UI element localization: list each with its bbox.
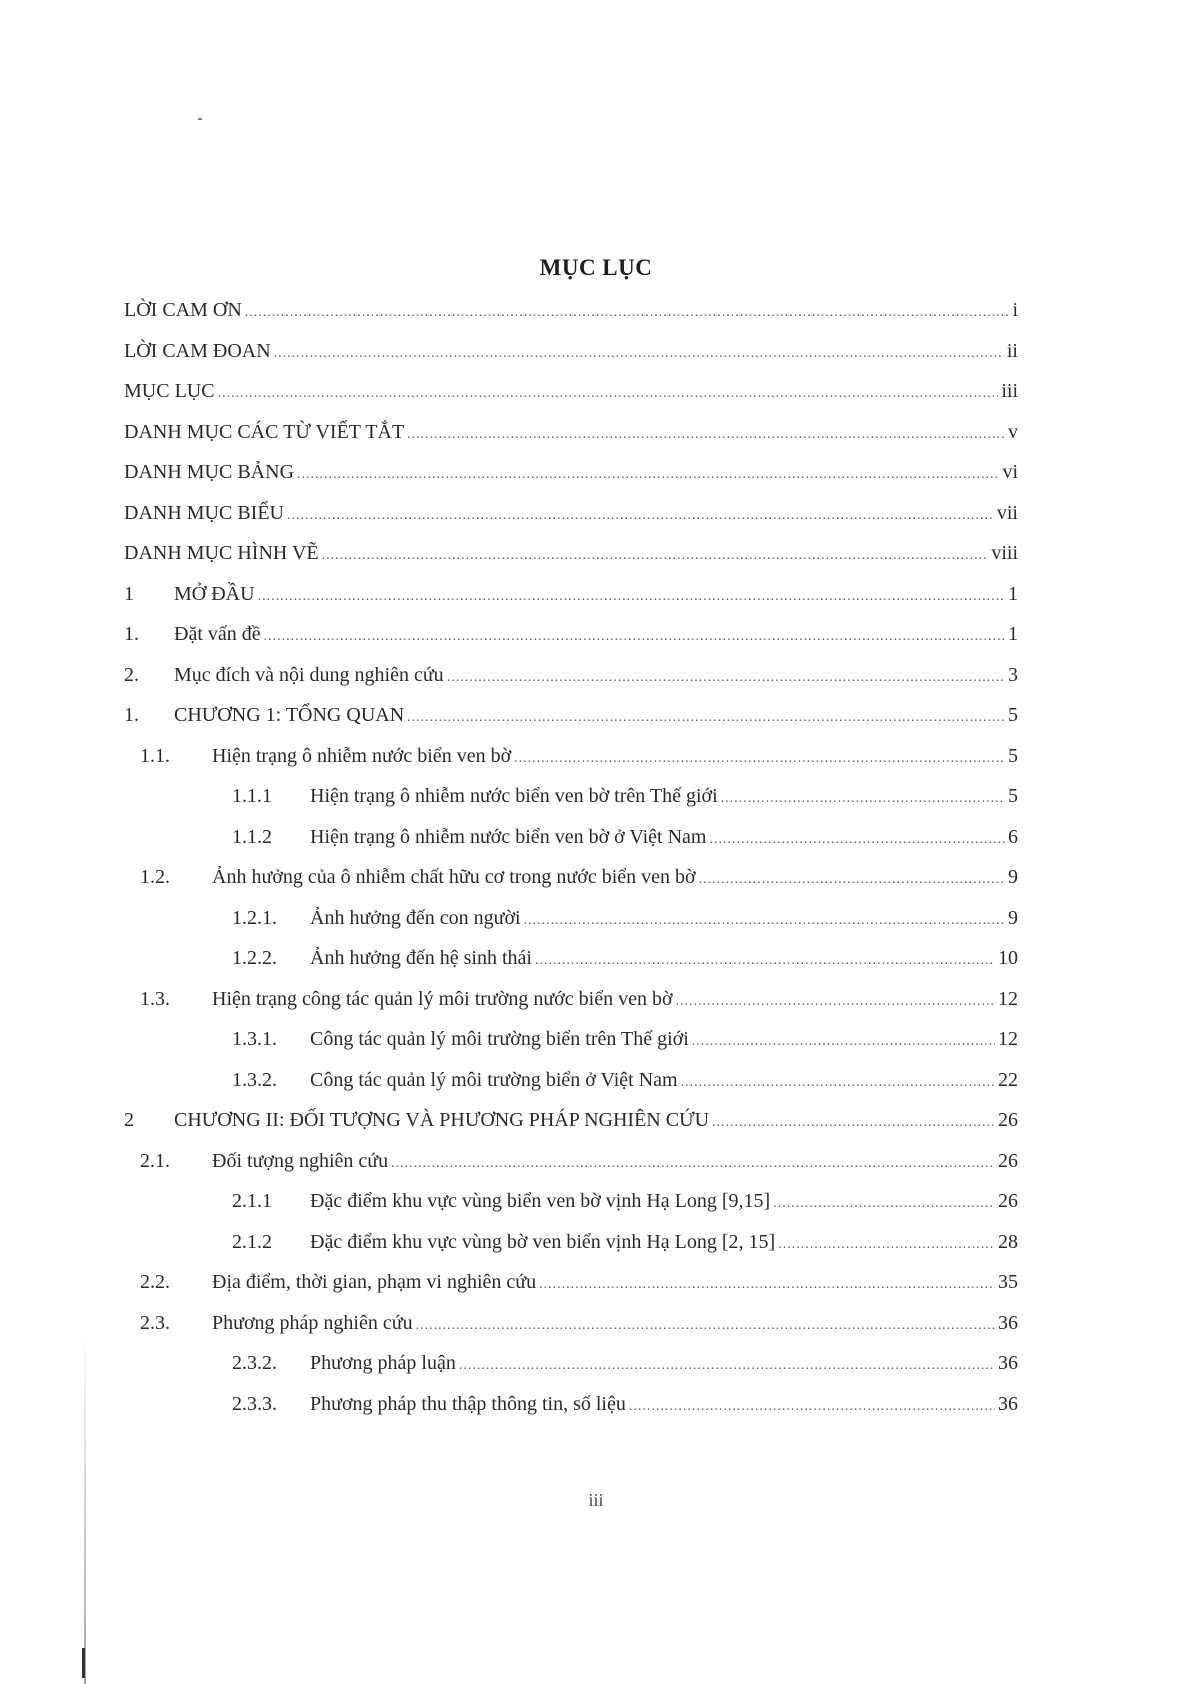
toc-entry[interactable] [124, 979, 1018, 1020]
toc-entry-number: 2.2. [140, 1271, 170, 1293]
toc-entry-page: 5 [1008, 785, 1018, 807]
toc-entry-title: Ảnh hưởng đến con người [310, 906, 521, 929]
toc-entry-number: 2.3.2. [232, 1352, 277, 1374]
toc-entry-number: 2.1.1 [232, 1190, 272, 1212]
toc-entry[interactable] [124, 1019, 1018, 1060]
toc-entry-number: 2.1.2 [232, 1230, 272, 1253]
toc-entry-title: MỞ ĐẦU [174, 582, 255, 605]
toc-entry-number: 2 [124, 1109, 134, 1131]
toc-entry[interactable] [124, 1222, 1018, 1263]
toc-entry[interactable] [124, 412, 1018, 453]
toc-entry-title: Hiện trạng ô nhiễm nước biển ven bờ [212, 744, 512, 767]
toc-entry[interactable] [124, 574, 1018, 615]
toc-entry-page: 5 [1008, 704, 1018, 726]
toc-entry-page: vi [1002, 461, 1018, 483]
toc-entry-title: LỜI CAM ƠN [124, 299, 242, 321]
toc-entry-number: 1.2.1. [232, 906, 277, 929]
toc-dot-leader [692, 1022, 995, 1063]
toc-dot-leader [447, 658, 1005, 699]
toc-entry-title: Ảnh hưởng đến hệ sinh thái [310, 947, 532, 969]
toc-entry-page: 1 [1008, 582, 1018, 605]
toc-dot-leader [699, 860, 1005, 901]
toc-entry-page: 36 [998, 1392, 1018, 1415]
toc-entry-number: 1.3. [140, 987, 170, 1010]
toc-entry-title: Phương pháp luận [310, 1352, 456, 1374]
toc-dot-leader [416, 1306, 995, 1347]
toc-entry-title: Địa điểm, thời gian, phạm vi nghiên cứu [212, 1271, 537, 1293]
toc-dot-leader [778, 1225, 995, 1266]
toc-entry[interactable] [124, 695, 1018, 736]
toc-entry-title: Đặc điểm khu vực vùng bờ ven biển vịnh Hạ Long [2, 15] [310, 1230, 776, 1253]
toc-entry-title: MỤC LỤC [124, 380, 215, 402]
toc-entry-title: DANH MỤC BẢNG [124, 461, 295, 483]
toc-entry-page: 26 [998, 1109, 1018, 1131]
toc-dot-leader [514, 739, 1005, 780]
toc-entry-page: 22 [998, 1068, 1018, 1091]
toc-entry-page: 12 [998, 1028, 1018, 1050]
toc-entry-title: DANH MỤC BIỂU [124, 501, 284, 524]
toc-dot-leader [287, 496, 994, 537]
toc-entry[interactable] [124, 452, 1018, 493]
page-number: iii [588, 1490, 604, 1510]
toc-entry[interactable] [124, 1181, 1018, 1222]
toc-entry[interactable] [124, 776, 1018, 817]
toc-entry[interactable] [124, 655, 1018, 696]
toc-entry[interactable] [124, 1262, 1018, 1303]
toc-entry[interactable] [124, 493, 1018, 534]
toc-entry-title: Phương pháp thu thập thông tin, số liệu [310, 1392, 626, 1415]
toc-entry[interactable] [124, 857, 1018, 898]
toc-title: MỤC LỤC [539, 255, 653, 280]
toc-entry-page: i [1012, 299, 1018, 321]
toc-entry-number: 1. [124, 704, 139, 726]
toc-entry-title: DANH MỤC HÌNH VẼ [124, 542, 319, 564]
toc-entry[interactable] [124, 1343, 1018, 1384]
toc-entry[interactable] [124, 533, 1018, 574]
toc-entry-page: 35 [998, 1271, 1018, 1293]
toc-dot-leader [676, 982, 995, 1023]
toc-entry-title: CHƯƠNG II: ĐỐI TƯỢNG VÀ PHƯƠNG PHÁP NGHIÊN CỨU [174, 1109, 710, 1131]
toc-dot-leader [709, 820, 1005, 861]
toc-entry-number: 1.1. [140, 744, 170, 767]
toc-entry[interactable] [124, 736, 1018, 777]
toc-dot-leader [459, 1346, 995, 1387]
toc-entry-page: 9 [1008, 866, 1018, 888]
toc-entry-page: 26 [998, 1149, 1018, 1172]
toc-entry-number: 1.1.1 [232, 785, 272, 807]
toc-entry-page: ii [1006, 339, 1018, 362]
toc-dot-leader [274, 334, 1004, 375]
toc-dot-leader [258, 577, 1005, 618]
toc-entry[interactable] [124, 938, 1018, 979]
toc-entry[interactable] [124, 898, 1018, 939]
toc-entry-page: 9 [1008, 906, 1018, 929]
toc-entry-title: Hiện trạng ô nhiễm nước biển ven bờ ở Việt Nam [310, 825, 707, 848]
toc-dot-leader [322, 536, 989, 577]
scan-speck [198, 118, 202, 120]
toc-entry-title: Đặt vấn đề [174, 623, 261, 645]
toc-entry-title: Công tác quản lý môi trường biển trên Thế giới [310, 1028, 689, 1050]
toc-entry-page: 36 [998, 1311, 1018, 1334]
toc-entry-page: v [1008, 420, 1018, 443]
toc-entry-page: 1 [1008, 623, 1018, 645]
toc-entry-title: Đối tượng nghiên cứu [212, 1149, 389, 1172]
toc-dot-leader [245, 293, 1010, 334]
toc-entry[interactable] [124, 817, 1018, 858]
toc-entry[interactable] [124, 290, 1018, 331]
toc-entry-page: 5 [1008, 744, 1018, 767]
toc-entry-page: 28 [998, 1230, 1018, 1253]
toc-dot-leader [297, 455, 999, 496]
toc-entry-number: 1.1.2 [232, 825, 272, 848]
toc-entry-title: DANH MỤC CÁC TỪ VIẾT TẮT [124, 420, 405, 443]
toc-dot-leader [407, 415, 1005, 456]
toc-entry-number: 1.3.1. [232, 1028, 277, 1050]
toc-dot-leader [407, 698, 1005, 739]
toc-entry-page: 3 [1008, 663, 1018, 686]
toc-entry[interactable] [124, 1060, 1018, 1101]
toc-entry-page: 10 [998, 947, 1018, 969]
toc-entry-number: 1.2.2. [232, 947, 277, 969]
toc-entry-page: iii [1001, 380, 1018, 402]
toc-entry[interactable] [124, 614, 1018, 655]
toc-dot-leader [524, 901, 1005, 942]
toc-entry-number: 2.3.3. [232, 1392, 277, 1415]
toc-entry-title: Phương pháp nghiên cứu [212, 1311, 413, 1334]
toc-entry-title: Ảnh hưởng của ô nhiễm chất hữu cơ trong nước biển ven bờ [212, 866, 696, 888]
toc-entry[interactable] [124, 331, 1018, 372]
toc-entry[interactable] [124, 371, 1018, 412]
toc-entry-page: 6 [1008, 825, 1018, 848]
toc-entry[interactable] [124, 1303, 1018, 1344]
toc-entry-number: 1.3.2. [232, 1068, 277, 1091]
toc-entry-number: 2. [124, 663, 139, 686]
toc-entry-title: CHƯƠNG 1: TỔNG QUAN [174, 704, 405, 726]
toc-dot-leader [681, 1063, 995, 1104]
toc-entry-title: Hiện trạng công tác quản lý môi trường nước biển ven bờ [212, 987, 673, 1010]
toc-dot-leader [535, 941, 995, 982]
toc-entry-title: Công tác quản lý môi trường biển ở Việt Nam [310, 1068, 678, 1091]
toc-dot-leader [539, 1265, 995, 1306]
toc-entry[interactable] [124, 1100, 1018, 1141]
toc-entry-number: 2.1. [140, 1149, 170, 1172]
toc-dot-leader [264, 617, 1005, 658]
toc-entry-page: 26 [998, 1190, 1018, 1212]
toc-entry-title: Hiện trạng ô nhiễm nước biển ven bờ trên Thế giới [310, 785, 718, 807]
toc-dot-leader [712, 1103, 995, 1144]
toc-dot-leader [218, 374, 999, 415]
toc-entry-number: 1.2. [140, 866, 170, 888]
toc-entry-page: 12 [998, 987, 1018, 1010]
toc-entry-title: Mục đích và nội dung nghiên cứu [174, 663, 444, 686]
toc-dot-leader [391, 1144, 995, 1185]
toc-entry-number: 2.3. [140, 1311, 170, 1334]
toc-entry-number: 1. [124, 623, 139, 645]
table-of-contents [124, 290, 1018, 1424]
toc-entry[interactable] [124, 1141, 1018, 1182]
toc-entry-page: viii [991, 542, 1018, 564]
toc-dot-leader [773, 1184, 995, 1225]
toc-dot-leader [629, 1387, 995, 1428]
toc-entry[interactable] [124, 1384, 1018, 1425]
toc-entry-page: 36 [998, 1352, 1018, 1374]
toc-dot-leader [721, 779, 1005, 820]
toc-entry-page: vii [996, 501, 1018, 524]
toc-entry-title: LỜI CAM ĐOAN [124, 339, 271, 362]
scan-edge-mark [82, 1648, 85, 1678]
toc-entry-number: 1 [124, 582, 134, 605]
toc-entry-title: Đặc điểm khu vực vùng biển ven bờ vịnh Hạ Long [9,15] [310, 1190, 771, 1212]
